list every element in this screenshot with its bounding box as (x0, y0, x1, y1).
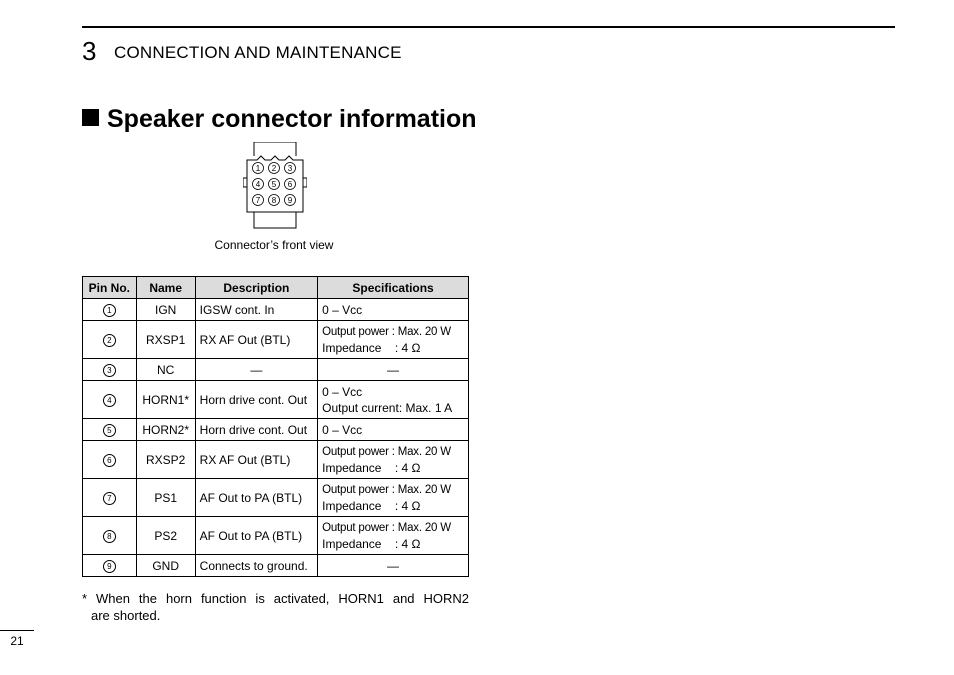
connector-pin (285, 163, 296, 174)
pin-description-cell: RX AF Out (BTL) (195, 441, 317, 479)
pin-name-cell: GND (136, 555, 195, 577)
pin-label: 7 (255, 196, 261, 205)
spec-line: 0 – Vcc (322, 302, 363, 317)
connector-pin (269, 163, 280, 174)
pin-number-cell (83, 321, 137, 359)
pin-number-cell (83, 479, 137, 517)
table-header-row (83, 277, 469, 299)
chapter-title: CONNECTION AND MAINTENANCE (114, 43, 402, 62)
table-row (83, 441, 469, 479)
pin-description-cell: IGSW cont. In (195, 299, 317, 321)
spec-line: Impedance : 4 Ω (322, 340, 421, 355)
pin-number-cell (83, 555, 137, 577)
pin-number: 2 (103, 334, 116, 347)
top-rule (82, 26, 895, 28)
pin-name-cell: HORN1* (136, 381, 195, 419)
square-bullet-icon (82, 109, 99, 126)
pin-number: 5 (103, 424, 116, 437)
table-row (83, 321, 469, 359)
spec-line: Output power : Max. 20 W (322, 483, 451, 496)
spec-line: Impedance : 4 Ω (322, 460, 421, 475)
spec-line: Impedance : 4 Ω (322, 536, 421, 551)
footnote-line-1: * When the horn function is activated, HORN1 and HORN2 (82, 591, 469, 606)
pin-number-cell (83, 441, 137, 479)
table-row (83, 517, 469, 555)
table-row (83, 555, 469, 577)
pin-specification-cell (318, 299, 469, 321)
pin-description-cell: AF Out to PA (BTL) (195, 479, 317, 517)
pin-label: 1 (255, 164, 261, 173)
pin-name-cell: NC (136, 359, 195, 381)
pin-specification-cell (318, 555, 469, 577)
connector-pin (253, 195, 264, 206)
pin-number-cell (83, 517, 137, 555)
pin-name-cell: RXSP1 (136, 321, 195, 359)
pin-description-cell: AF Out to PA (BTL) (195, 517, 317, 555)
table-row (83, 419, 469, 441)
spec-line: — (387, 362, 400, 377)
header-name: Name (136, 277, 195, 299)
pin-specification-cell (318, 441, 469, 479)
connector-pin (253, 163, 264, 174)
table-row (83, 479, 469, 517)
pin-label: 8 (271, 196, 277, 205)
connector-pin (285, 195, 296, 206)
footnote (82, 590, 469, 624)
connector-pin (253, 179, 264, 190)
spec-line: Output power : Max. 20 W (322, 325, 451, 338)
pin-specification-cell (318, 517, 469, 555)
pin-table (82, 276, 469, 577)
connector-pin (269, 195, 280, 206)
spec-line: 0 – Vcc (322, 384, 363, 399)
spec-line: Impedance : 4 Ω (322, 498, 421, 513)
pin-description-cell: Connects to ground. (195, 555, 317, 577)
pin-label: 3 (287, 164, 293, 173)
pin-number: 1 (103, 304, 116, 317)
pin-number-cell (83, 299, 137, 321)
pin-label: 6 (287, 180, 293, 189)
pin-label: 5 (271, 180, 277, 189)
table-row (83, 359, 469, 381)
spec-line: — (387, 558, 400, 573)
pin-number-cell (83, 419, 137, 441)
connector-pin (269, 179, 280, 190)
pin-description-cell: Horn drive cont. Out (195, 381, 317, 419)
pin-description-cell: Horn drive cont. Out (195, 419, 317, 441)
connector-diagram (243, 142, 307, 232)
spec-line: Output power : Max. 20 W (322, 521, 451, 534)
pin-specification-cell (318, 359, 469, 381)
pin-description-cell: — (195, 359, 317, 381)
pin-specification-cell (318, 479, 469, 517)
pin-number: 8 (103, 530, 116, 543)
pin-specification-cell (318, 419, 469, 441)
pin-name-cell: HORN2* (136, 419, 195, 441)
section-title-text: Speaker connector information (107, 105, 477, 133)
table-row (83, 299, 469, 321)
pin-specification-cell (318, 381, 469, 419)
page-number: 21 (0, 630, 34, 648)
pin-label: 4 (255, 180, 261, 189)
header-description: Description (195, 277, 317, 299)
pin-number: 4 (103, 394, 116, 407)
pin-number-cell (83, 381, 137, 419)
pin-number: 9 (103, 560, 116, 573)
pin-name-cell: PS1 (136, 479, 195, 517)
pin-description-cell: RX AF Out (BTL) (195, 321, 317, 359)
pin-number: 3 (103, 364, 116, 377)
spec-line: Output power : Max. 20 W (322, 445, 451, 458)
header-specifications: Specifications (318, 277, 469, 299)
table-row (83, 381, 469, 419)
pin-number: 6 (103, 454, 116, 467)
pin-name-cell: IGN (136, 299, 195, 321)
spec-line: Output current: Max. 1 A (322, 400, 453, 415)
section-title (82, 103, 477, 135)
pin-number: 7 (103, 492, 116, 505)
pin-label: 9 (287, 196, 293, 205)
connector-pin (285, 179, 296, 190)
connector-caption: Connector’s front view (214, 238, 334, 252)
footnote-line-2: are shorted. (91, 608, 161, 623)
chapter-number: 3 (82, 36, 97, 66)
pin-name-cell: PS2 (136, 517, 195, 555)
pin-number-cell (83, 359, 137, 381)
pin-specification-cell (318, 321, 469, 359)
pin-name-cell: RXSP2 (136, 441, 195, 479)
spec-line: 0 – Vcc (322, 422, 363, 437)
header-pin-no: Pin No. (83, 277, 137, 299)
pin-label: 2 (271, 164, 277, 173)
